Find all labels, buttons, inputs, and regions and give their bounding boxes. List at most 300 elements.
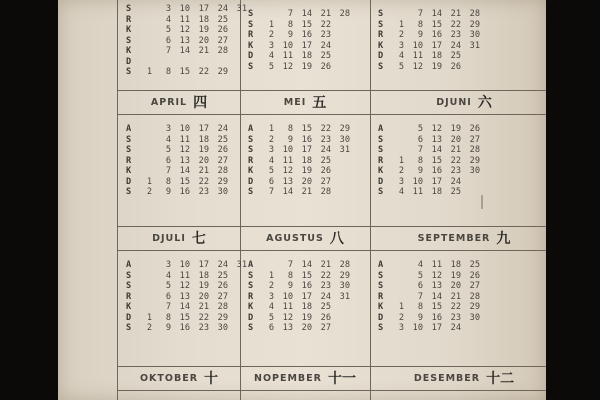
day-number — [228, 156, 247, 167]
day-number: 22 — [198, 67, 209, 77]
weekday-label: K — [248, 302, 254, 312]
day-number: 24 — [320, 291, 331, 302]
weekday-label: S — [378, 281, 384, 291]
day-number: 3 — [268, 145, 274, 155]
day-number: 18 — [301, 302, 312, 312]
day-number: 3 — [268, 40, 274, 51]
day-number: 29 — [469, 155, 480, 166]
day-row — [378, 20, 499, 31]
day-row — [126, 187, 247, 198]
day-number: 12 — [179, 145, 190, 155]
day-number: 22 — [198, 176, 209, 187]
day-number: 15 — [179, 176, 190, 187]
day-number: 5 — [268, 312, 274, 323]
day-number: 25 — [217, 14, 228, 25]
day-number: 30 — [217, 323, 228, 333]
day-number: 24 — [217, 4, 228, 14]
day-row — [126, 323, 247, 334]
day-number: 24 — [217, 124, 228, 134]
day-number: 23 — [320, 281, 331, 291]
day-number: 10 — [282, 40, 293, 51]
day-number: 21 — [198, 46, 209, 56]
day-number: 31 — [339, 291, 350, 302]
day-number: 5 — [268, 61, 274, 72]
day-row — [378, 302, 499, 313]
day-number — [480, 51, 499, 62]
day-row — [126, 36, 247, 47]
weekday-label: S — [126, 145, 132, 155]
day-number: 13 — [179, 291, 190, 302]
day-number: 17 — [198, 4, 209, 14]
weekday-label: D — [378, 312, 384, 323]
day-row — [126, 166, 247, 177]
day-number: 23 — [450, 166, 461, 176]
day-number: 27 — [469, 281, 480, 291]
day-number — [228, 124, 247, 135]
day-number: 11 — [179, 134, 190, 145]
day-row — [248, 260, 369, 271]
weekday-label: S — [378, 19, 384, 30]
day-number: 22 — [320, 19, 331, 30]
day-number: 8 — [417, 155, 423, 166]
day-row — [378, 313, 499, 324]
day-number: 10 — [412, 323, 423, 333]
day-number — [480, 62, 499, 73]
month-numeral: 九 — [496, 231, 511, 247]
day-number: 1 — [398, 19, 404, 30]
weekday-label: S — [378, 323, 384, 333]
day-row — [378, 145, 499, 156]
month-header — [370, 366, 546, 390]
day-number: 26 — [320, 166, 331, 176]
day-number: 26 — [217, 25, 228, 35]
day-number: 19 — [450, 124, 461, 134]
day-row — [248, 177, 369, 188]
day-number — [228, 57, 247, 68]
day-number: 1 — [268, 19, 274, 30]
day-number — [350, 260, 369, 271]
day-row — [378, 51, 499, 62]
day-row — [378, 292, 499, 303]
weekday-label: S — [126, 134, 132, 145]
day-number: 26 — [469, 124, 480, 134]
day-row — [126, 25, 247, 36]
day-number: 12 — [431, 124, 442, 134]
day-number: 11 — [179, 14, 190, 25]
day-number: 14 — [179, 302, 190, 312]
row-divider — [118, 390, 546, 391]
day-number: 9 — [165, 323, 171, 333]
day-number: 20 — [198, 291, 209, 302]
day-number — [139, 36, 152, 47]
row-divider — [118, 250, 546, 251]
weekday-label: S — [248, 281, 254, 291]
day-row — [126, 46, 247, 57]
day-number: 4 — [165, 134, 171, 145]
day-number: 28 — [339, 9, 350, 19]
day-number — [139, 124, 152, 135]
day-number: 27 — [217, 155, 228, 166]
day-number: 8 — [165, 176, 171, 187]
day-row — [126, 15, 247, 26]
day-row — [248, 124, 369, 135]
day-number: 7 — [287, 260, 293, 270]
month-numeral: 十二 — [486, 371, 515, 387]
day-number: 1 — [268, 124, 274, 134]
day-number — [480, 166, 499, 177]
day-number — [350, 9, 369, 20]
day-number: 4 — [165, 14, 171, 25]
day-number: 28 — [339, 260, 350, 270]
weekday-label: A — [378, 124, 384, 134]
day-number: 3 — [165, 124, 171, 134]
day-number — [331, 166, 350, 177]
weekday-label: K — [126, 302, 132, 312]
month-numeral: 七 — [191, 231, 206, 247]
day-number: 27 — [469, 134, 480, 145]
month-name: DJUNI — [436, 96, 472, 108]
weekday-label: K — [248, 166, 254, 176]
weekday-label: R — [126, 155, 132, 166]
day-number: 3 — [165, 4, 171, 14]
day-number: 10 — [282, 291, 293, 302]
day-number — [391, 260, 404, 271]
month-name: DJULI — [152, 232, 186, 244]
day-number — [480, 281, 499, 292]
day-number — [480, 41, 499, 52]
month-days-block — [378, 124, 499, 198]
day-number: 9 — [287, 30, 293, 40]
weekday-label: R — [248, 155, 254, 166]
month-numeral: 五 — [312, 95, 327, 111]
day-number: 23 — [450, 312, 461, 323]
weekday-label: R — [378, 291, 384, 302]
day-number — [331, 302, 350, 313]
day-number: 14 — [301, 260, 312, 270]
day-number: 28 — [217, 46, 228, 56]
day-number: 19 — [450, 270, 461, 281]
day-number — [480, 302, 499, 313]
day-number: 15 — [301, 124, 312, 134]
day-row — [126, 271, 247, 282]
weekday-label: S — [378, 187, 384, 197]
day-number — [171, 57, 190, 68]
weekday-label: S — [248, 187, 254, 197]
day-number: 26 — [217, 281, 228, 291]
day-number — [350, 177, 369, 188]
weekday-label: D — [378, 51, 384, 61]
weekday-label: S — [378, 61, 384, 72]
day-number: 21 — [320, 260, 331, 270]
day-number: 21 — [198, 302, 209, 312]
weekday-label: A — [126, 260, 132, 270]
day-number: 11 — [431, 260, 442, 270]
weekday-label: R — [126, 14, 132, 25]
day-number: 13 — [282, 323, 293, 333]
day-number — [331, 187, 350, 198]
day-number: 16 — [431, 312, 442, 323]
day-number: 2 — [146, 187, 152, 197]
day-number: 4 — [268, 51, 274, 61]
day-number — [331, 62, 350, 73]
day-number: 13 — [179, 35, 190, 46]
day-number — [350, 145, 369, 156]
weekday-label: D — [248, 312, 254, 323]
day-number: 28 — [469, 145, 480, 155]
day-number: 4 — [268, 155, 274, 166]
weekday-label: D — [126, 312, 132, 323]
day-number: 7 — [287, 9, 293, 19]
day-number — [461, 177, 480, 188]
day-number: 7 — [165, 46, 171, 56]
day-number: 21 — [301, 187, 312, 197]
weekday-label: R — [248, 291, 254, 302]
day-number — [331, 156, 350, 167]
day-number: 10 — [179, 260, 190, 270]
day-number — [261, 260, 274, 271]
day-number: 4 — [398, 51, 404, 61]
day-number: 19 — [301, 61, 312, 72]
day-row — [378, 323, 499, 334]
day-number: 29 — [469, 302, 480, 312]
day-number: 13 — [431, 134, 442, 145]
weekday-label: S — [248, 323, 254, 333]
day-number — [228, 292, 247, 303]
day-number: 29 — [217, 176, 228, 187]
day-number: 12 — [179, 25, 190, 35]
day-number: 12 — [179, 281, 190, 291]
day-row — [248, 30, 369, 41]
weekday-label: S — [378, 145, 384, 155]
day-number: 25 — [320, 155, 331, 166]
day-number — [480, 135, 499, 146]
day-number: 30 — [339, 134, 350, 145]
day-number — [480, 145, 499, 156]
day-number: 4 — [268, 302, 274, 312]
day-number — [350, 135, 369, 146]
day-row — [126, 156, 247, 167]
day-number: 7 — [165, 166, 171, 176]
day-number: 19 — [301, 312, 312, 323]
day-number: 4 — [398, 187, 404, 197]
day-number: 14 — [431, 291, 442, 302]
day-number: 14 — [179, 46, 190, 56]
day-number — [139, 46, 152, 57]
row-divider — [118, 114, 546, 115]
day-number: 2 — [398, 30, 404, 40]
day-number: 16 — [301, 134, 312, 145]
day-number — [228, 36, 247, 47]
day-number — [228, 187, 247, 198]
day-number: 18 — [450, 260, 461, 270]
month-days-block — [126, 260, 247, 334]
day-number: 28 — [217, 302, 228, 312]
day-number — [139, 145, 152, 156]
day-number: 19 — [301, 166, 312, 176]
day-number: 6 — [165, 291, 171, 302]
day-number: 30 — [339, 281, 350, 291]
day-number: 24 — [320, 145, 331, 155]
day-number — [350, 302, 369, 313]
day-row — [126, 124, 247, 135]
month-name: SEPTEMBER — [417, 232, 491, 244]
day-number: 31 — [469, 40, 480, 51]
day-number — [350, 30, 369, 41]
day-row — [378, 30, 499, 41]
day-number: 27 — [217, 35, 228, 46]
day-number: 1 — [268, 270, 274, 281]
day-number: 18 — [198, 14, 209, 25]
day-number — [480, 9, 499, 20]
day-number: 19 — [431, 61, 442, 72]
day-number: 26 — [320, 312, 331, 323]
month-numeral: 四 — [193, 95, 208, 111]
day-number: 30 — [469, 30, 480, 40]
weekday-label: R — [126, 291, 132, 302]
day-row — [248, 187, 369, 198]
day-number: 14 — [431, 9, 442, 19]
day-number: 7 — [417, 291, 423, 302]
day-row — [378, 62, 499, 73]
day-number: 6 — [417, 134, 423, 145]
day-number: 18 — [301, 155, 312, 166]
weekday-label: S — [248, 145, 254, 155]
day-number: 10 — [412, 176, 423, 187]
day-number: 14 — [282, 187, 293, 197]
day-number — [228, 271, 247, 282]
day-number — [350, 313, 369, 324]
day-number: 5 — [268, 166, 274, 176]
day-number: 28 — [469, 291, 480, 302]
day-number — [480, 323, 499, 334]
day-row — [248, 166, 369, 177]
day-number: 6 — [268, 176, 274, 187]
day-number: 21 — [450, 9, 461, 19]
day-row — [248, 20, 369, 31]
day-number: 6 — [417, 281, 423, 291]
day-number: 15 — [301, 19, 312, 30]
day-row — [248, 292, 369, 303]
day-row — [126, 67, 247, 78]
day-number: 9 — [417, 312, 423, 323]
day-number: 3 — [268, 291, 274, 302]
day-row — [126, 145, 247, 156]
day-number: 15 — [179, 312, 190, 323]
day-number — [480, 177, 499, 188]
day-number — [228, 15, 247, 26]
day-number: 21 — [320, 9, 331, 19]
day-number: 24 — [450, 323, 461, 333]
day-number: 8 — [417, 302, 423, 312]
day-number: 11 — [412, 187, 423, 197]
month-name: DESEMBER — [413, 372, 481, 384]
day-number: 14 — [301, 9, 312, 19]
day-number: 15 — [431, 155, 442, 166]
weekday-label: K — [126, 166, 132, 176]
weekday-label: S — [248, 19, 254, 30]
day-number: 12 — [282, 312, 293, 323]
day-number: 27 — [320, 176, 331, 187]
day-number — [331, 313, 350, 324]
day-number — [350, 41, 369, 52]
day-number: 1 — [146, 67, 152, 77]
day-number: 16 — [431, 30, 442, 40]
day-row — [126, 281, 247, 292]
day-number: 19 — [198, 25, 209, 35]
day-number — [228, 177, 247, 188]
day-row — [248, 281, 369, 292]
day-number: 25 — [450, 51, 461, 61]
day-number — [228, 166, 247, 177]
day-number: 21 — [450, 145, 461, 155]
day-number — [139, 271, 152, 282]
day-number: 2 — [398, 312, 404, 323]
day-row — [248, 271, 369, 282]
day-number: 16 — [431, 166, 442, 176]
day-number — [461, 323, 480, 334]
month-name: NOPEMBER — [254, 372, 322, 384]
weekday-label: D — [126, 56, 132, 67]
day-number: 11 — [282, 51, 293, 61]
day-row — [378, 124, 499, 135]
day-number: 27 — [320, 323, 331, 333]
day-number: 2 — [268, 281, 274, 291]
weekday-label: S — [378, 9, 384, 19]
day-number: 28 — [217, 166, 228, 176]
day-row — [378, 177, 499, 188]
day-row — [248, 41, 369, 52]
day-number — [480, 124, 499, 135]
weekday-label: R — [378, 30, 384, 40]
day-number — [480, 292, 499, 303]
day-number: 8 — [165, 312, 171, 323]
day-number: 18 — [431, 51, 442, 61]
day-number: 3 — [165, 260, 171, 270]
day-number: 4 — [417, 260, 423, 270]
day-number — [228, 281, 247, 292]
day-number — [228, 323, 247, 334]
day-number: 8 — [287, 19, 293, 30]
day-number — [350, 166, 369, 177]
day-number: 21 — [198, 166, 209, 176]
day-number — [391, 124, 404, 135]
day-number: 10 — [412, 40, 423, 51]
month-header — [240, 90, 370, 114]
day-number: 23 — [198, 323, 209, 333]
day-number — [228, 135, 247, 146]
weekday-label: K — [378, 40, 384, 51]
weekday-label: S — [248, 270, 254, 281]
weekday-label: S — [248, 134, 254, 145]
weekday-label: S — [126, 4, 132, 14]
day-number: 31 — [236, 4, 247, 14]
day-number: 22 — [320, 124, 331, 134]
weekday-label: A — [126, 124, 132, 134]
weekday-label: D — [248, 176, 254, 187]
day-number: 8 — [287, 270, 293, 281]
day-number: 22 — [450, 19, 461, 30]
day-number: 17 — [431, 40, 442, 51]
day-number: 5 — [165, 281, 171, 291]
day-number: 29 — [217, 312, 228, 323]
day-number: 5 — [165, 145, 171, 155]
day-number: 25 — [217, 270, 228, 281]
day-number — [331, 323, 350, 334]
day-number: 15 — [179, 67, 190, 77]
day-number: 15 — [431, 302, 442, 312]
day-number: 31 — [339, 145, 350, 155]
day-number: 18 — [301, 51, 312, 61]
